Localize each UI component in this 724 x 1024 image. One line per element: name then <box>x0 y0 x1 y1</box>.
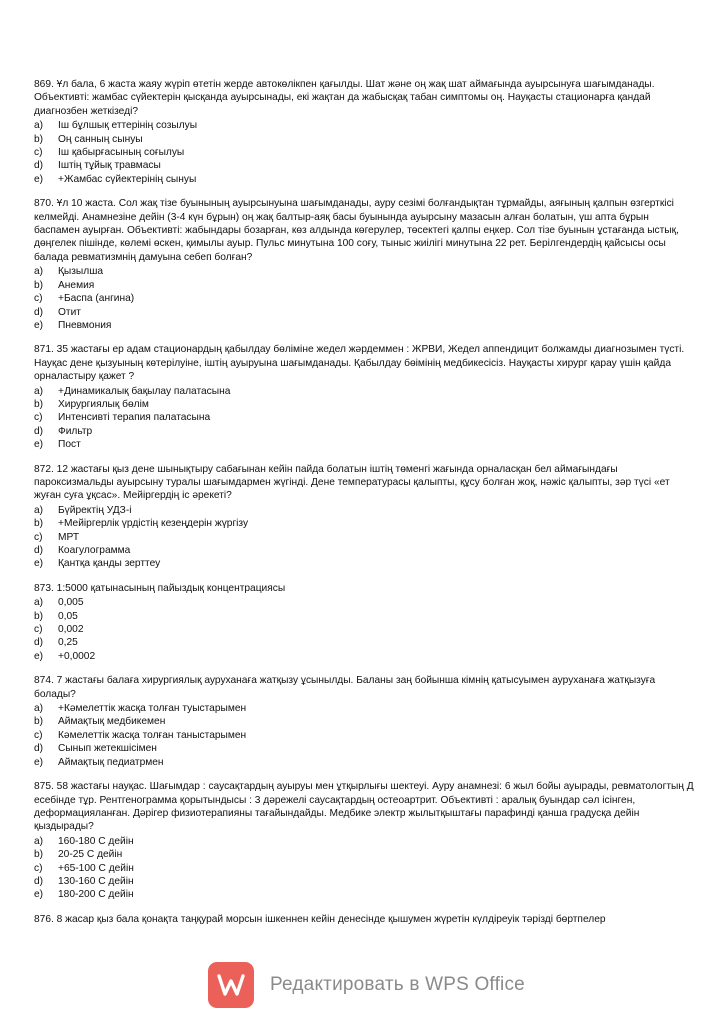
answer-option <box>34 623 694 636</box>
option-letter: d) <box>34 306 44 318</box>
option-letter: e) <box>34 756 44 768</box>
answer-option <box>34 504 694 517</box>
wps-edit-banner[interactable] <box>208 961 525 1009</box>
option-text: +65-100 С дейін <box>58 862 134 874</box>
option-letter: e) <box>34 173 44 185</box>
option-letter: c) <box>34 624 43 636</box>
answer-option <box>34 835 694 848</box>
option-letter: e) <box>34 558 44 570</box>
option-text: Интенсивті терапия палатасына <box>58 412 211 424</box>
option-text: +Жамбас сүйектерінің сынуы <box>58 173 197 185</box>
option-text: 0,05 <box>58 610 78 622</box>
option-text: Кәмелеттік жасқа толған таныстарымен <box>58 729 247 741</box>
answer-option <box>34 756 694 769</box>
option-letter: a) <box>34 703 44 715</box>
option-letter: b) <box>34 133 44 145</box>
option-letter: e) <box>34 439 44 451</box>
answer-option <box>34 610 694 623</box>
option-letter: b) <box>34 398 44 410</box>
option-letter: c) <box>34 531 43 543</box>
option-letter: c) <box>34 293 43 305</box>
answer-option <box>34 425 694 438</box>
option-letter: d) <box>34 425 44 437</box>
option-letter: a) <box>34 597 44 609</box>
wps-logo-icon <box>208 962 254 1008</box>
question-text: 870. Ұл 10 жаста. Сол жақ тізе буынының ауырсынуына шағымданады, ауру сезімі болғандықтан тұрмайды, аяғының қалпын өзгерткісі келмейді. Анамнезіне дейін (3-4 күн бұрын) оң жақ балтыр-аяқ басы буынында ауырсыну мазасын алған болатын, үш апта бұрын баспамен ауырған. Объективті: жабындары бозарған, көз алдында көгерулер, төсектегі қалпы еңкер. Сол тізе буынын ұстағанда ыстық, дөңгелек пішінде, көлемі өскен, қимылы ауыр. Пульс минутына 100 соғу, тыныс жиілігі минутына 22 рет. Берілгендердің қайсысы осы балада ревматизмнің дамуына себеп болған? <box>34 198 679 263</box>
option-list <box>34 596 694 663</box>
option-text: Анемия <box>58 279 95 291</box>
question-block <box>34 582 694 663</box>
option-letter: b) <box>34 716 44 728</box>
option-letter: d) <box>34 637 44 649</box>
answer-option <box>34 306 694 319</box>
question-text: 869. Ұл бала, 6 жаста жаяу жүріп өтетін жерде автокөлікпен қағылды. Шат және оң жақ шат аймағында ауырсынуға шағымданады. Объективті: жамбас сүйектерін қысқанда ауырсынады, екі жақтан да жабысқақ табан симптомы оң. Науқасты стационарға қандай диагнозбен жеткізеді? <box>34 79 655 117</box>
option-text: 130-160 С дейін <box>58 875 134 887</box>
option-letter: d) <box>34 160 44 172</box>
document-page <box>34 78 694 937</box>
option-letter: a) <box>34 835 44 847</box>
option-letter: c) <box>34 862 43 874</box>
option-list <box>34 702 694 769</box>
answer-option <box>34 411 694 424</box>
question-text: 871. 35 жастағы ер адам стационардың қабылдау бөліміне жедел жәрдеммен : ЖРВИ, Жедел аппендицит болжамды диагнозымен түсті. Науқас дене қызуының көтерілуіне, іштің ауыруына шағымданады. Қабылдау бөімінің медбикесісіз. Науқасты хирург қарау үшін қайда орналастыру қажет ? <box>34 344 685 383</box>
option-list <box>34 119 694 186</box>
option-letter: b) <box>34 849 44 861</box>
option-text: +Баспа (ангина) <box>58 293 135 305</box>
answer-option <box>34 159 694 172</box>
option-text: Бүйректің УДЗ-і <box>58 504 132 516</box>
option-letter: d) <box>34 545 44 556</box>
option-text: Іш бұлшық еттерінің созылуы <box>58 120 198 132</box>
answer-option <box>34 133 694 146</box>
option-text: Қызылша <box>58 266 104 278</box>
question-block <box>34 780 694 902</box>
question-text: 872. 12 жастағы қыз дене шынықтыру сабағынан кейін пайда болатын іштің төменгі жағында орналасқан бел аймағындағы пароксизмальды ауырсыну туралы шағымдармен жүгінді. Дене температурасы қалыпты, құсу болған жоқ, нәжіс қалыпты, зәр түсі «ет жуған суға ұқсас». Мейіргердің іс әрекеті? <box>34 463 670 502</box>
option-text: +Мейіргерлік үрдістің кезеңдерін жүргізу <box>58 518 249 530</box>
answer-option <box>34 173 694 186</box>
answer-option <box>34 636 694 649</box>
question-text: 874. 7 жастағы балаға хирургиялық ауруханаға жатқызу ұсынылды. Баланы заң бойынша кімнің қатысуымен ауруханаға жатқызуға болады? <box>34 675 656 700</box>
answer-option <box>34 875 694 888</box>
option-letter: a) <box>34 266 44 278</box>
option-text: +0,0002 <box>58 650 96 662</box>
answer-option <box>34 596 694 609</box>
option-list <box>34 385 694 452</box>
answer-option <box>34 848 694 861</box>
answer-option <box>34 742 694 755</box>
option-list <box>34 265 694 332</box>
option-list <box>34 835 694 902</box>
option-text: Оң санның сынуы <box>58 133 143 145</box>
answer-option <box>34 531 694 544</box>
answer-option <box>34 729 694 742</box>
answer-option <box>34 888 694 901</box>
option-list <box>34 504 694 571</box>
answer-option <box>34 119 694 132</box>
answer-option <box>34 319 694 332</box>
option-text: 0,25 <box>58 637 78 649</box>
option-letter: a) <box>34 385 44 397</box>
option-text: 0,002 <box>58 624 84 636</box>
answer-option <box>34 292 694 305</box>
question-text: 876. 8 жасар қыз бала қонақта таңқурай морсын ішкеннен кейін денесінде қышумен жүретін күлдіреуік тәрізді бөртпелер <box>34 913 606 925</box>
answer-option <box>34 438 694 451</box>
option-letter: c) <box>34 412 43 424</box>
answer-option <box>34 650 694 663</box>
answer-option <box>34 862 694 875</box>
option-letter: b) <box>34 518 44 530</box>
answer-option <box>34 702 694 715</box>
option-text: Коагулограмма <box>58 545 131 556</box>
option-letter: a) <box>34 120 44 132</box>
option-text: +Кәмелеттік жасқа толған туыстарымен <box>58 703 247 715</box>
question-block <box>34 913 694 926</box>
option-text: МРТ <box>58 531 80 543</box>
answer-option <box>34 557 694 570</box>
option-text: 20-25 С дейін <box>58 849 123 861</box>
question-block <box>34 463 694 571</box>
option-text: Қантқа қанды зерттеу <box>58 558 161 570</box>
option-letter: e) <box>34 889 44 901</box>
question-block <box>34 197 694 332</box>
option-text: 0,005 <box>58 597 84 609</box>
answer-option <box>34 517 694 530</box>
option-letter: b) <box>34 279 44 291</box>
question-text: 873. 1:5000 қатынасының пайыздық концентрациясы <box>34 582 286 594</box>
option-text: Аймақтық педиатрмен <box>58 756 164 768</box>
option-text: Аймақтық медбикемен <box>58 716 166 728</box>
answer-option <box>34 544 694 557</box>
option-letter: d) <box>34 743 44 755</box>
option-text: Отит <box>58 306 81 318</box>
answer-option <box>34 279 694 292</box>
option-text: Пост <box>58 439 81 451</box>
question-text: 875. 58 жастағы науқас. Шағымдар : саусақтардың ауыруы мен ұтқырлығы шектеуі. Ауру анамнезі: 6 жыл бойы ауырады, ревматологтың Д есебінде тұр. Рентгенограмма қорытындысы : 3 дәрежелі саусақтардың остеоартрит. Объективті : аралық буындар сәл ісінген, деформацияланған. Дәрігер физиотерапияны тағайындайды. Медбике электр жылытқыштағы парафинді қанша градусқа дейін қыздырады? <box>34 781 694 833</box>
option-letter: a) <box>34 504 44 516</box>
option-text: Пневмония <box>58 319 112 331</box>
answer-option <box>34 265 694 278</box>
answer-option <box>34 715 694 728</box>
option-letter: e) <box>34 650 44 662</box>
option-text: 160-180 С дейін <box>58 835 134 847</box>
option-text: Іштің тұйық травмасы <box>58 160 161 172</box>
question-block <box>34 78 694 186</box>
option-text: Сынып жетекшісімен <box>58 743 157 755</box>
question-block <box>34 343 694 451</box>
answer-option <box>34 398 694 411</box>
option-text: Хирургиялық бөлім <box>58 398 149 410</box>
question-block <box>34 674 694 769</box>
answer-option <box>34 146 694 159</box>
option-letter: e) <box>34 319 44 331</box>
option-letter: c) <box>34 729 43 741</box>
option-text: 180-200 С дейін <box>58 889 134 901</box>
option-text: Іш қабырғасының соғылуы <box>58 147 185 159</box>
option-text: +Динамикалық бақылау палатасына <box>58 385 231 397</box>
option-text: Фильтр <box>58 425 93 437</box>
answer-option <box>34 385 694 398</box>
option-letter: b) <box>34 610 44 622</box>
option-letter: c) <box>34 147 43 159</box>
wps-edit-label[interactable]: Редактировать в WPS Office <box>270 974 525 995</box>
option-letter: d) <box>34 875 44 887</box>
